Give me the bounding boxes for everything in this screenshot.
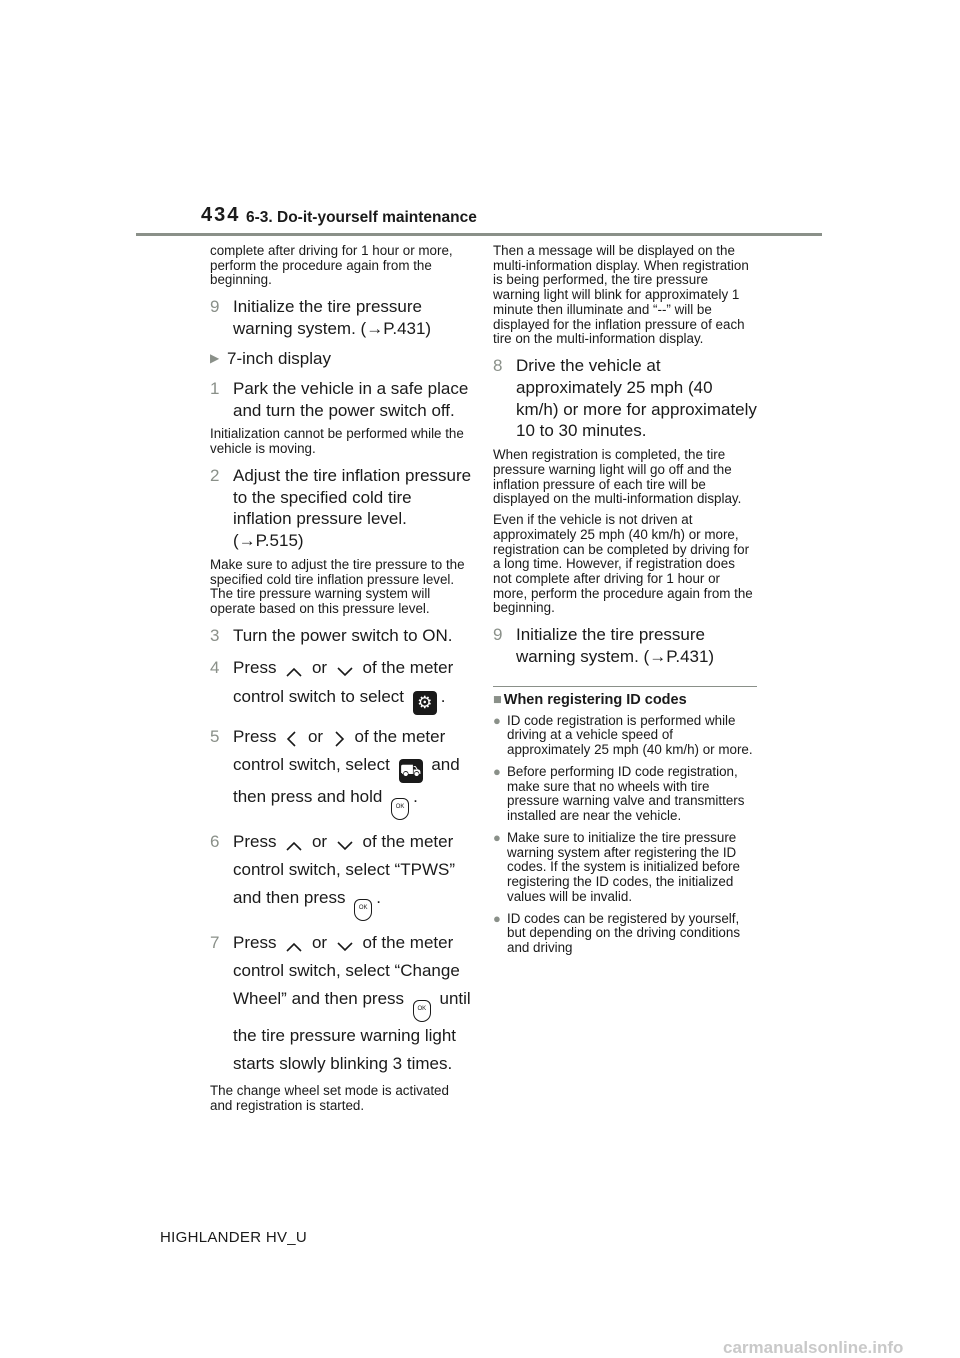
right-step-9: 9 Initialize the tire pressure warning system. (→P.431)	[493, 625, 715, 666]
ok-button-icon: OK	[391, 798, 409, 820]
list-item: ● Make sure to initialize the tire pressure warning system after registering the ID codes. If the system is initialized before registering the ID codes, the initialized values will be invalid.	[493, 829, 740, 904]
step-2: 2 Adjust the tire inflation pressure to the specified cold tire inflation pressure level. (→P.515)	[210, 465, 472, 551]
dot-bullet-icon: ●	[493, 763, 501, 779]
header-rule	[136, 233, 822, 236]
chevron-up-icon	[285, 665, 303, 679]
step-5: 5 Press or of the meter control switch, select ⛟ and then press and hold OK.	[210, 723, 472, 820]
dot-bullet-icon: ●	[493, 712, 501, 728]
note-3: The change wheel set mode is activated and registration is started.	[210, 1082, 449, 1113]
list-item: ● Before performing ID code registration, make sure that no wheels with tire pressure warning valve and transmitters installed are near the vehicle.	[493, 763, 745, 824]
step-7: 7 Press or of the meter control switch, select “Change Wheel” and then press OK until the tire pressure warning light starts slowly blinking 3 times.	[210, 932, 471, 1073]
left-column	[210, 244, 472, 1119]
note-2: Make sure to adjust the tire pressure to the specified cold tire inflation pressure level. The tire pressure warning system will operate based on this pressure level.	[210, 556, 465, 616]
step-9: 9 Initialize the tire pressure warning system. (→P.431)	[210, 297, 432, 338]
subhead-7inch: ▶ 7-inch display	[210, 348, 472, 370]
triangle-bullet-icon: ▶	[210, 350, 220, 365]
right-note-3: Even if the vehicle is not driven at approximately 25 mph (40 km/h) or more, registration can be completed by driving for a long time. However, if registration does not complete after driving for 1 hour or more, perform the procedure again from the beginning.	[493, 512, 753, 616]
step-8: 8 Drive the vehicle at approximately 25 mph (40 km/h) or more for approximately 10 to 30 minutes.	[493, 356, 757, 441]
right-column	[493, 244, 757, 963]
chevron-left-icon	[285, 730, 299, 748]
step-4: 4 Press or of the meter control switch to select ⚙ .	[210, 654, 472, 714]
footer-model: HIGHLANDER HV_U	[160, 1229, 308, 1246]
square-bullet-icon: ■	[493, 691, 502, 708]
watermark: carmanualsonline.info	[723, 1338, 904, 1357]
right-note-1: Then a message will be displayed on the multi-information display. When registration is being performed, the tire pressure warning light will blink for approximately 1 minute then illuminate and “--” will be displayed for the inflation pressure of each tire on the multi-information display.	[493, 243, 749, 347]
vehicle-settings-icon: ⛟	[399, 759, 423, 783]
page-number: 434	[201, 204, 241, 226]
list-item: ● ID codes can be registered by yourself, but depending on the driving conditions and driving	[493, 910, 741, 955]
dot-bullet-icon: ●	[493, 910, 501, 926]
step-3: 3 Turn the power switch to ON.	[210, 625, 453, 645]
section-divider	[493, 686, 757, 687]
chevron-up-icon	[285, 839, 303, 853]
list-item: ● ID code registration is performed while driving at a vehicle speed of approximately 25 mph (40 km/h) or more.	[493, 712, 753, 758]
ok-button-icon: OK	[354, 899, 372, 921]
intro-text: complete after driving for 1 hour or more, perform the procedure again from the beginning.	[210, 243, 453, 288]
chevron-down-icon	[336, 940, 354, 954]
step-6: 6 Press or of the meter control switch, select “TPWS” and then press OK.	[210, 828, 472, 921]
id-codes-heading: ■ When registering ID codes	[493, 691, 687, 708]
chevron-right-icon	[332, 730, 346, 748]
chevron-down-icon	[336, 665, 354, 679]
step-1: 1 Park the vehicle in a safe place and turn the power switch off.	[210, 378, 469, 420]
note-1: Initialization cannot be performed while the vehicle is moving.	[210, 426, 464, 457]
ok-button-icon: OK	[413, 1000, 431, 1022]
dot-bullet-icon: ●	[493, 829, 501, 845]
section-title: 6-3. Do-it-yourself maintenance	[246, 209, 477, 226]
chevron-up-icon	[285, 940, 303, 954]
settings-gear-icon: ⚙	[413, 691, 437, 715]
right-note-2: When registration is completed, the tire pressure warning light will go off and the inflation pressure of each tire will be displayed on the multi-information display.	[493, 447, 742, 507]
chevron-down-icon	[336, 839, 354, 853]
